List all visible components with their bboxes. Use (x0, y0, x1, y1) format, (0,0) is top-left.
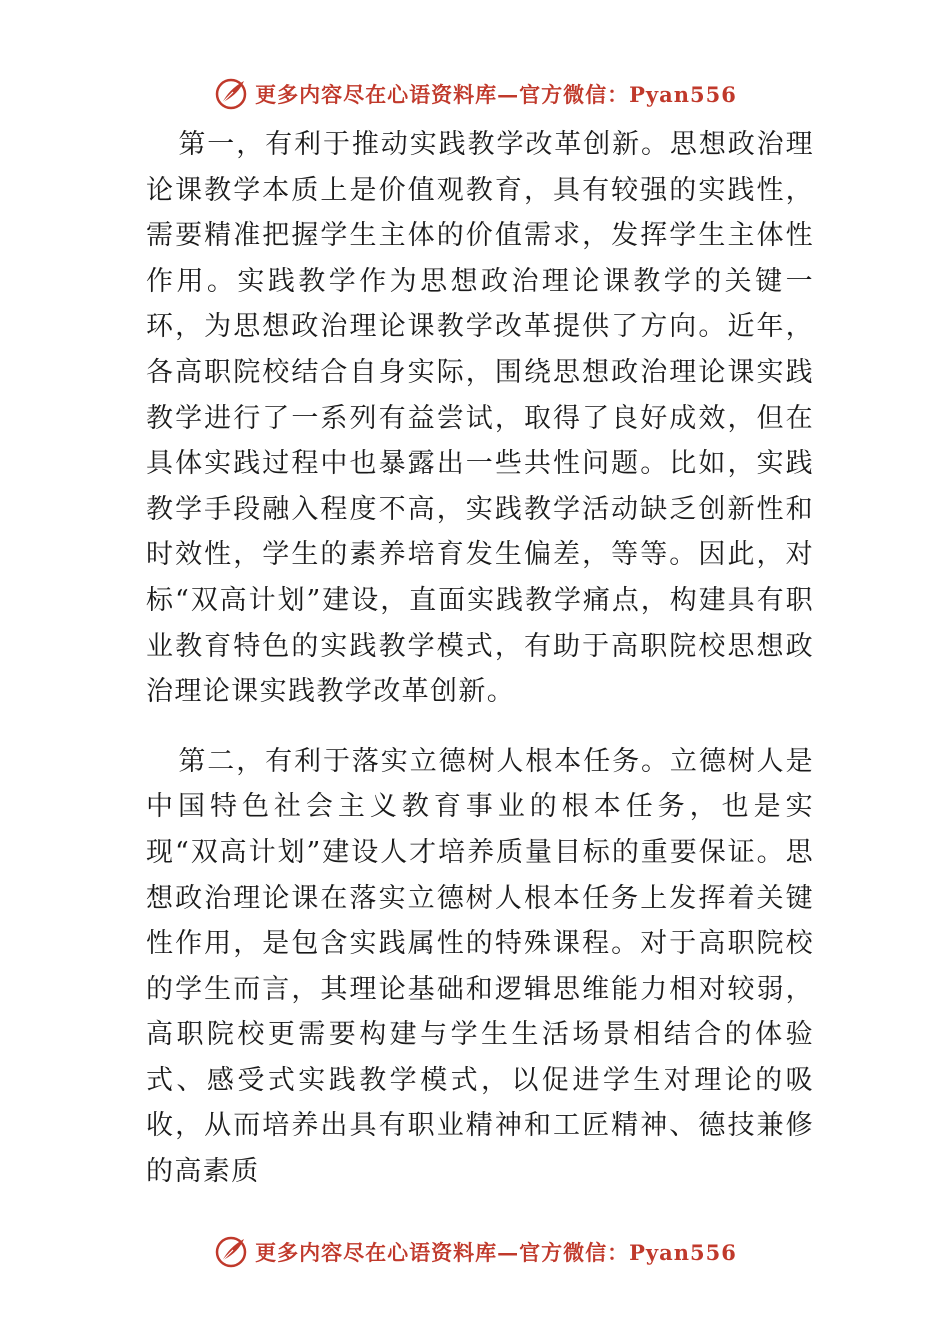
feather-quill-logo-icon (213, 76, 249, 112)
footer-banner (0, 1232, 950, 1272)
paragraph-1: 第一，有利于推动实践教学改革创新。思想政治理论课教学本质上是价值观教育，具有较强的实践性，需要精准把握学生主体的价值需求，发挥学生主体性作用。实践教学作为思想政治理论课教学的关键一环，为思想政治理论课教学改革提供了方向。近年，各高职院校结合自身实际，围绕思想政治理论课实践教学进行了一系列有益尝试，取得了良好成效，但在具体实践过程中也暴露出一些共性问题。比如，实践教学手段融入程度不高，实践教学活动缺乏创新性和时效性，学生的素养培育发生偏差，等等。因此，对标“双高计划”建设，直面实践教学痛点，构建具有职业教育特色的实践教学模式，有助于高职院校思想政治理论课实践教学改革创新。 (146, 129, 814, 708)
paragraph-2: 第二，有利于落实立德树人根本任务。立德树人是中国特色社会主义教育事业的根本任务，也是实现“双高计划”建设人才培养质量目标的重要保证。思想政治理论课在落实立德树人根本任务上发挥着关键性作用，是包含实践属性的特殊课程。对于高职院校的学生而言，其理论基础和逻辑思维能力相对较弱，高职院校更需要构建与学生生活场景相结合的体验式、感受式实践教学模式，以促进学生对理论的吸收，从而培养出具有职业精神和工匠精神、德技兼修的高素质 (146, 745, 814, 1188)
document-body (146, 122, 814, 1219)
footer-banner-text: 更多内容尽在心语资料库—官方微信：Pyan556 (255, 1240, 737, 1265)
header-banner (0, 74, 950, 114)
feather-quill-logo-icon (213, 1234, 249, 1270)
header-banner-text: 更多内容尽在心语资料库—官方微信：Pyan556 (255, 82, 737, 107)
